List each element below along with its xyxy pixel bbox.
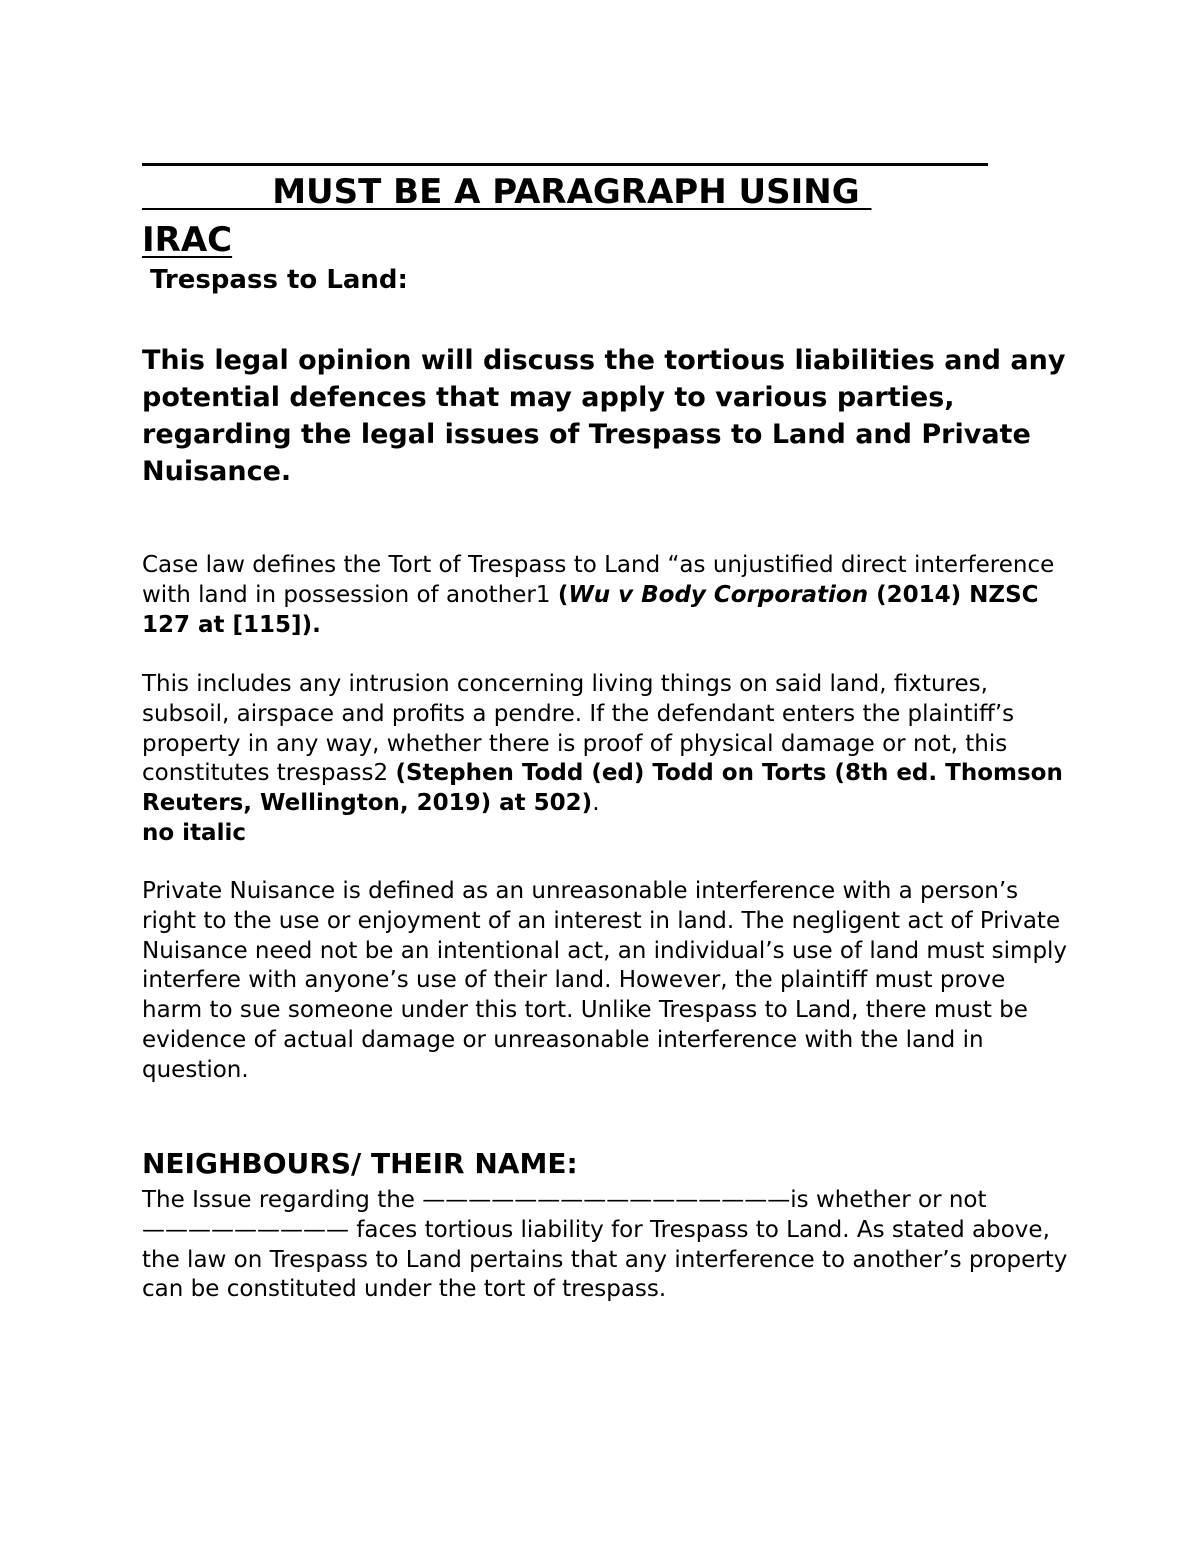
top-horizontal-rule: [142, 163, 988, 166]
paragraph-private-nuisance: Private Nuisance is defined as an unreasonable interference with a person’s right to the use or enjoyment of an interest in land. The negligent act of Private Nuisance need not be an intentional act, an individual’s use of land must simply interfere with anyone’s use of their land. However, the plaintiff must prove harm to sue someone under this tort. Unlike Trespass to Land, there must be evidence of actual damage or unreasonable interference with the land in question.: [142, 878, 1068, 1083]
section-subtitle: Trespass to Land:: [150, 265, 408, 295]
citation-open-paren: (: [557, 581, 569, 608]
section-heading-neighbours: NEIGHBOURS/ THEIR NAME:: [142, 1147, 578, 1180]
document-title-line-1: MUST BE A PARAGRAPH USING: [142, 172, 872, 212]
intro-paragraph: This legal opinion will discuss the tortious liabilities and any potential defences that may apply to various parties, regarding the legal issues of Trespass to Land and Private Nuisance.: [142, 345, 1066, 487]
note-no-italic: no italic: [142, 819, 246, 846]
citation-reference: (2014) NZSC 127 at [115]).: [142, 581, 1039, 638]
paragraph-case-law-text: Case law defines the Tort of Trespass to Land “as unjustified direct interference with land in possession of another1: [142, 552, 1055, 608]
paragraph-issue: The Issue regarding the ————————————————is whether or not ————————— faces tortious liability for Trespass to Land. As stated above, the law on Trespass to Land pertains that any interference to another’s property can be constituted under the tort of trespass.: [142, 1187, 1068, 1303]
paragraph-case-law: [142, 551, 1072, 640]
document-title-line-2: IRAC: [142, 220, 233, 260]
paragraph-intrusion: [142, 670, 1072, 849]
citation-period: .: [592, 790, 600, 817]
citation-case-name: Wu v Body Corporation: [568, 581, 869, 608]
citation-todd-on-torts: (Stephen Todd (ed) Todd on Torts (8th ed. Thomson Reuters, Wellington, 2019) at 502): [142, 760, 1063, 817]
paragraph-intrusion-text: This includes any intrusion concerning living things on said land, fixtures, subsoil, airspace and profits a pendre. If the defendant enters the plaintiff’s property in any way, whether there is proof of physical damage or not, this constitutes trespass2: [142, 671, 1015, 787]
